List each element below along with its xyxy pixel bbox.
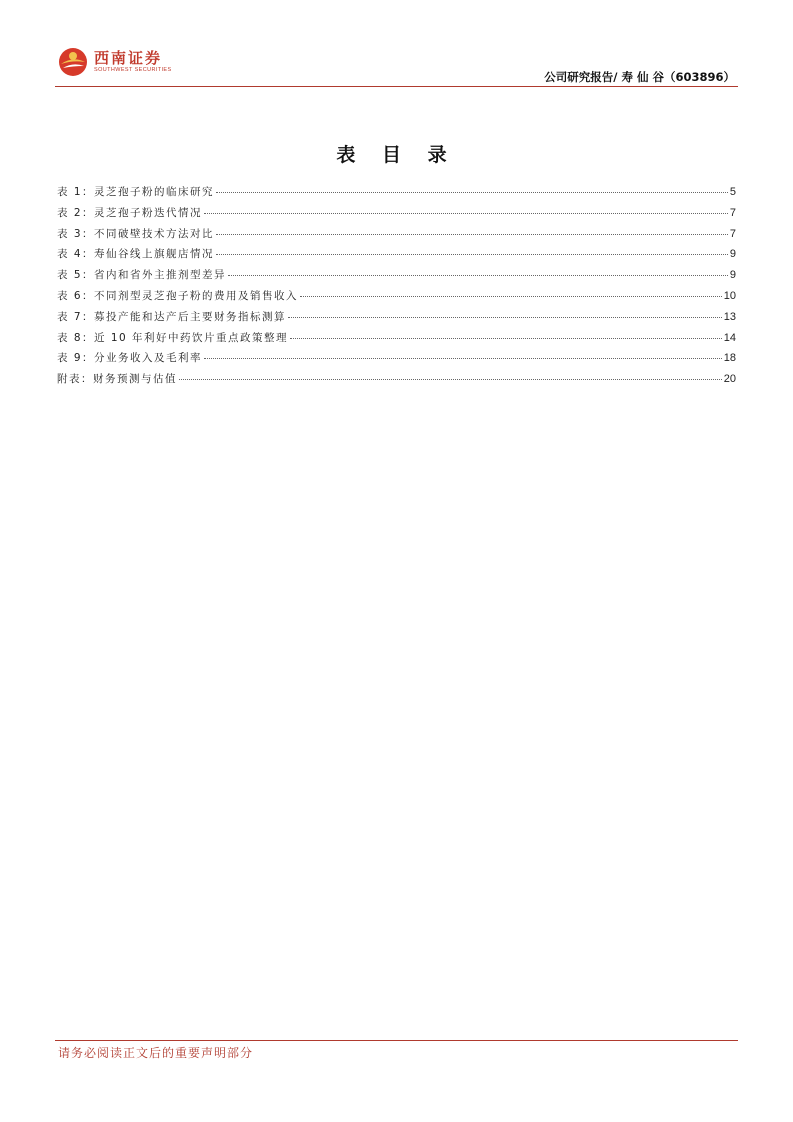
footer-disclaimer: 请务必阅读正文后的重要声明部分: [58, 1046, 254, 1060]
toc-leader-dots: [216, 254, 728, 255]
toc-entry-page: 20: [723, 373, 736, 386]
toc-entry-page: 18: [723, 352, 736, 365]
toc-entry-label: 表 9：分业务收入及毛利率: [57, 352, 203, 365]
toc-entry-page: 9: [729, 248, 736, 261]
toc-entry[interactable]: [57, 267, 736, 288]
report-header-title: 公司研究报告/ 寿 仙 谷（603896）: [544, 70, 735, 84]
toc-entry-label: 表 3：不同破壁技术方法对比: [57, 227, 215, 240]
toc-entry[interactable]: [57, 246, 736, 267]
toc-entry-label: 表 1：灵芝孢子粉的临床研究: [57, 186, 215, 198]
toc-leader-dots: [216, 234, 728, 235]
toc-entry-page: 13: [723, 310, 736, 323]
header-divider: [55, 86, 738, 87]
toc-leader-dots: [216, 192, 728, 193]
toc-entry[interactable]: [57, 330, 736, 351]
table-of-tables: [57, 184, 736, 392]
toc-entry[interactable]: [57, 309, 736, 330]
toc-entry-label: 表 8：近 10 年利好中药饮片重点政策整理: [57, 331, 289, 344]
toc-entry-label: 表 2：灵芝孢子粉迭代情况: [57, 206, 203, 219]
toc-leader-dots: [179, 379, 722, 380]
southwest-securities-logo-icon: [58, 47, 88, 77]
toc-entry-page: 10: [723, 289, 736, 302]
toc-leader-dots: [204, 213, 728, 214]
toc-entry[interactable]: [57, 288, 736, 309]
toc-leader-dots: [300, 296, 722, 297]
toc-leader-dots: [290, 338, 722, 339]
toc-entry-page: 5: [729, 186, 736, 198]
page-title: 表 目 录: [336, 144, 457, 166]
toc-entry-label: 附表：财务预测与估值: [57, 373, 177, 386]
footer-divider: [55, 1040, 738, 1041]
toc-entry[interactable]: [57, 184, 736, 205]
toc-entry-label: 表 6：不同剂型灵芝孢子粉的费用及销售收入: [57, 289, 299, 302]
toc-entry-label: 表 7：募投产能和达产后主要财务指标测算: [57, 310, 287, 323]
toc-entry[interactable]: [57, 226, 736, 247]
toc-entry-page: 14: [723, 331, 736, 344]
toc-entry[interactable]: [57, 371, 736, 392]
toc-entry-label: 表 4：寿仙谷线上旗舰店情况: [57, 248, 215, 261]
logo-chinese-name: 西南证券: [94, 49, 163, 67]
toc-leader-dots: [228, 275, 728, 276]
toc-entry[interactable]: [57, 205, 736, 226]
toc-entry-page: 7: [729, 227, 736, 240]
toc-leader-dots: [288, 317, 722, 318]
toc-entry-label: 表 5：省内和省外主推剂型差异: [57, 269, 227, 282]
logo-english-name: SOUTHWEST SECURITIES: [94, 67, 172, 73]
toc-entry-page: 9: [729, 269, 736, 282]
toc-entry-page: 7: [729, 206, 736, 219]
toc-leader-dots: [204, 358, 722, 359]
toc-entry[interactable]: [57, 350, 736, 371]
company-logo: [58, 47, 172, 77]
